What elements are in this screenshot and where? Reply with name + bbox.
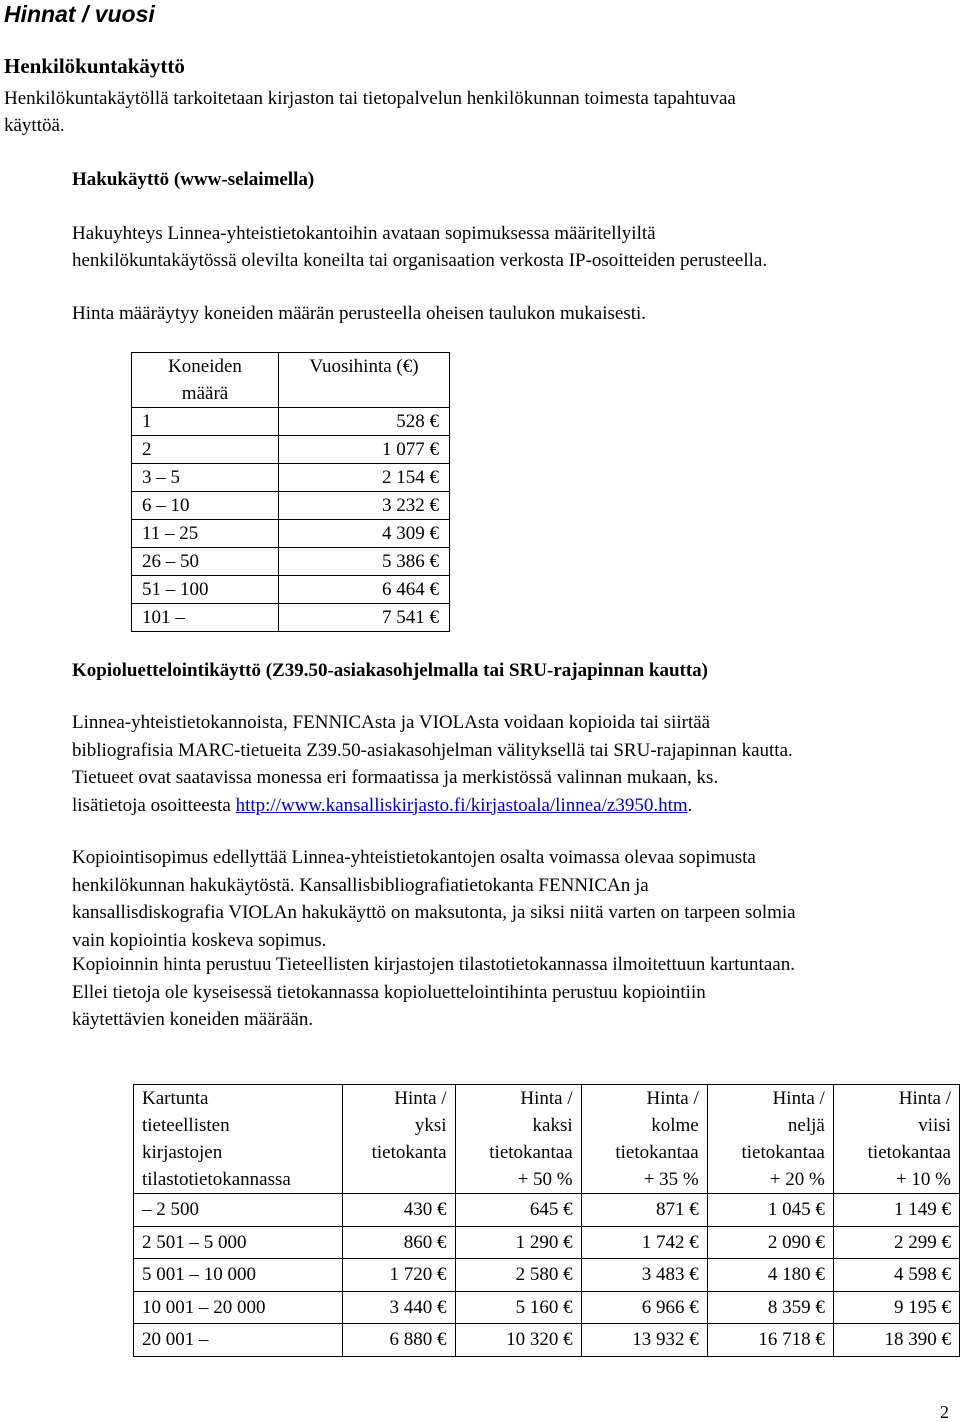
header-line: kirjastojen — [142, 1142, 223, 1163]
table-row — [134, 1324, 960, 1357]
annual-price-cell: 5 386 € — [279, 548, 450, 576]
header-line: + 20 % — [769, 1169, 825, 1190]
price-cell: 4 598 € — [833, 1259, 959, 1292]
table-row — [134, 1194, 960, 1227]
table-row — [132, 604, 450, 632]
price-cell: 1 742 € — [581, 1226, 707, 1259]
machine-count-cell: 2 — [132, 436, 279, 464]
table-row — [132, 464, 450, 492]
price-cell: 9 195 € — [833, 1291, 959, 1324]
header-machines-line1: Koneiden — [168, 356, 242, 377]
price-cell: 18 390 € — [833, 1324, 959, 1357]
machine-count-cell: 11 – 25 — [132, 520, 279, 548]
copy-para-1-line2: bibliografisia MARC-tietueita Z39.50-asiakasohjelman välityksellä tai SRU-rajapinnan kautta. — [72, 739, 793, 761]
header-accrual — [134, 1085, 343, 1194]
price-cell: 860 € — [342, 1226, 455, 1259]
header-machines — [132, 353, 279, 408]
copy-para-2-line2: henkilökunnan hakukäytöstä. Kansallisbibliografiatietokanta FENNICAn ja — [72, 874, 649, 896]
copy-para-3 — [72, 951, 795, 1034]
table-row — [132, 436, 450, 464]
header-line: Hinta / — [898, 1088, 951, 1109]
machine-count-cell: 51 – 100 — [132, 576, 279, 604]
table-header-row — [132, 353, 450, 408]
price-cell: 1 045 € — [707, 1194, 833, 1227]
copy-para-3-line3: käytettävien koneiden määrään. — [72, 1009, 314, 1030]
price-cell: 8 359 € — [707, 1291, 833, 1324]
annual-price-cell: 528 € — [279, 408, 450, 436]
period: . — [687, 794, 693, 816]
more-info-text: lisätietoja osoitteesta — [72, 794, 236, 816]
header-line: Hinta / — [520, 1088, 573, 1109]
header-line: tietokantaa — [615, 1142, 699, 1163]
header-machines-line2: määrä — [181, 383, 229, 404]
header-line: tilastotietokannassa — [142, 1169, 291, 1190]
header-line: tietokantaa — [489, 1142, 573, 1163]
table-row — [132, 520, 450, 548]
table-row — [134, 1259, 960, 1292]
accrual-range-cell: 5 001 – 10 000 — [134, 1259, 343, 1292]
price-cell: 1 149 € — [833, 1194, 959, 1227]
table-row — [132, 576, 450, 604]
copy-para-1-line3: Tietueet ovat saatavissa monessa eri formaatissa ja merkistössä valinnan mukaan, ks. — [72, 767, 719, 788]
accrual-range-cell: 10 001 – 20 000 — [134, 1291, 343, 1324]
price-cell: 2 580 € — [455, 1259, 581, 1292]
staff-use-text: Henkilökuntakäytöllä tarkoitetaan kirjaston tai tietopalvelun henkilökunnan toimesta tapahtuvaa — [4, 88, 736, 109]
price-cell: 2 299 € — [833, 1226, 959, 1259]
copy-para-2-line3: kansallisdiskografia VIOLAn hakukäyttö on maksutonta, ja siksi niitä varten on tarpeen solmia — [72, 902, 796, 923]
price-cell: 3 483 € — [581, 1259, 707, 1292]
machine-price-table — [131, 352, 450, 632]
copy-para-1 — [72, 709, 793, 819]
annual-price-cell: 2 154 € — [279, 464, 450, 492]
table-row — [132, 492, 450, 520]
copy-para-3-line2: Ellei tietoja ole kyseisessä tietokannassa kopioluettelointihinta perustuu kopiointiin — [72, 981, 706, 1003]
price-cell: 10 320 € — [455, 1324, 581, 1357]
page-title: Hinnat / vuosi — [4, 1, 155, 27]
copy-para-1-line1: Linnea-yhteistietokannoista, FENNICAsta ja VIOLAsta voidaan kopioida tai siirtää — [72, 712, 711, 733]
header-price-2 — [455, 1085, 581, 1194]
price-cell: 16 718 € — [707, 1324, 833, 1357]
table-row — [134, 1291, 960, 1324]
header-line: kaksi — [532, 1115, 573, 1136]
accrual-range-cell: 2 501 – 5 000 — [134, 1226, 343, 1259]
header-line: + 10 % — [895, 1169, 951, 1190]
price-cell: 2 090 € — [707, 1226, 833, 1259]
z3950-info-link[interactable]: http://www.kansalliskirjasto.fi/kirjastoala/linnea/z3950.htm — [235, 794, 688, 816]
header-line: yksi — [414, 1115, 447, 1136]
price-cell: 13 932 € — [581, 1324, 707, 1357]
table-row — [132, 408, 450, 436]
header-line: Hinta / — [772, 1088, 825, 1109]
machine-count-cell: 1 — [132, 408, 279, 436]
search-use-para-line2: henkilökuntakäytössä olevilta koneilta tai organisaation verkosta IP-osoitteiden perusteella. — [72, 250, 768, 271]
copy-price-table — [133, 1084, 960, 1357]
header-line: + 35 % — [643, 1169, 699, 1190]
table-row — [132, 548, 450, 576]
price-cell: 430 € — [342, 1194, 455, 1227]
table-row — [134, 1226, 960, 1259]
header-price-3 — [581, 1085, 707, 1194]
header-line: tieteellisten — [142, 1115, 230, 1136]
header-line: Hinta / — [646, 1088, 699, 1109]
header-line: + 50 % — [517, 1169, 573, 1190]
header-price-5 — [833, 1085, 959, 1194]
table-header-row — [134, 1085, 960, 1194]
price-cell: 4 180 € — [707, 1259, 833, 1292]
machine-count-cell: 26 – 50 — [132, 548, 279, 576]
header-line: tietokantaa — [867, 1142, 951, 1163]
price-cell: 3 440 € — [342, 1291, 455, 1324]
header-line: Kartunta — [142, 1088, 209, 1109]
copy-para-2-line4: vain kopiointia koskeva sopimus. — [72, 929, 327, 951]
price-cell: 1 720 € — [342, 1259, 455, 1292]
header-line: Hinta / — [394, 1088, 447, 1109]
header-line: neljä — [787, 1115, 825, 1136]
annual-price-cell: 1 077 € — [279, 436, 450, 464]
annual-price-cell: 6 464 € — [279, 576, 450, 604]
copy-para-3-line1: Kopioinnin hinta perustuu Tieteellisten kirjastojen tilastotietokannassa ilmoitettuun kartuntaan. — [72, 954, 795, 975]
annual-price-cell: 3 232 € — [279, 492, 450, 520]
search-use-para-line1: Hakuyhteys Linnea-yhteistietokantoihin avataan sopimuksessa määritellyiltä — [72, 223, 656, 244]
copy-para-1-line4 — [72, 792, 793, 820]
header-line: kolme — [651, 1115, 699, 1136]
header-annual-price: Vuosihinta (€) — [279, 353, 450, 408]
header-line: tietokanta — [371, 1142, 447, 1163]
price-cell: 645 € — [455, 1194, 581, 1227]
annual-price-cell: 7 541 € — [279, 604, 450, 632]
section-heading-copy-cataloguing: Kopioluettelointikäyttö (Z39.50-asiakasohjelmalla tai SRU-rajapinnan kautta) — [72, 660, 709, 681]
section-heading-staff-use: Henkilökuntakäyttö — [4, 54, 185, 78]
price-cell: 5 160 € — [455, 1291, 581, 1324]
machine-count-cell: 3 – 5 — [132, 464, 279, 492]
header-line: viisi — [918, 1115, 951, 1136]
header-price-4 — [707, 1085, 833, 1194]
price-cell: 871 € — [581, 1194, 707, 1227]
page-number: 2 — [940, 1402, 949, 1422]
copy-para-2-line1: Kopiointisopimus edellyttää Linnea-yhteistietokantojen osalta voimassa olevaa sopimusta — [72, 847, 756, 868]
machine-count-cell: 6 – 10 — [132, 492, 279, 520]
price-cell: 6 880 € — [342, 1324, 455, 1357]
staff-use-text-2: käyttöä. — [4, 115, 65, 136]
price-cell: 1 290 € — [455, 1226, 581, 1259]
search-use-para2: Hinta määräytyy koneiden määrän perusteella oheisen taulukon mukaisesti. — [72, 303, 647, 324]
header-price-1 — [342, 1085, 455, 1194]
accrual-range-cell: – 2 500 — [134, 1194, 343, 1227]
accrual-range-cell: 20 001 – — [134, 1324, 343, 1357]
header-line: tietokantaa — [741, 1142, 825, 1163]
copy-para-2 — [72, 844, 796, 954]
price-cell: 6 966 € — [581, 1291, 707, 1324]
section-heading-search-use: Hakukäyttö (www-selaimella) — [72, 169, 315, 190]
annual-price-cell: 4 309 € — [279, 520, 450, 548]
machine-count-cell: 101 – — [132, 604, 279, 632]
